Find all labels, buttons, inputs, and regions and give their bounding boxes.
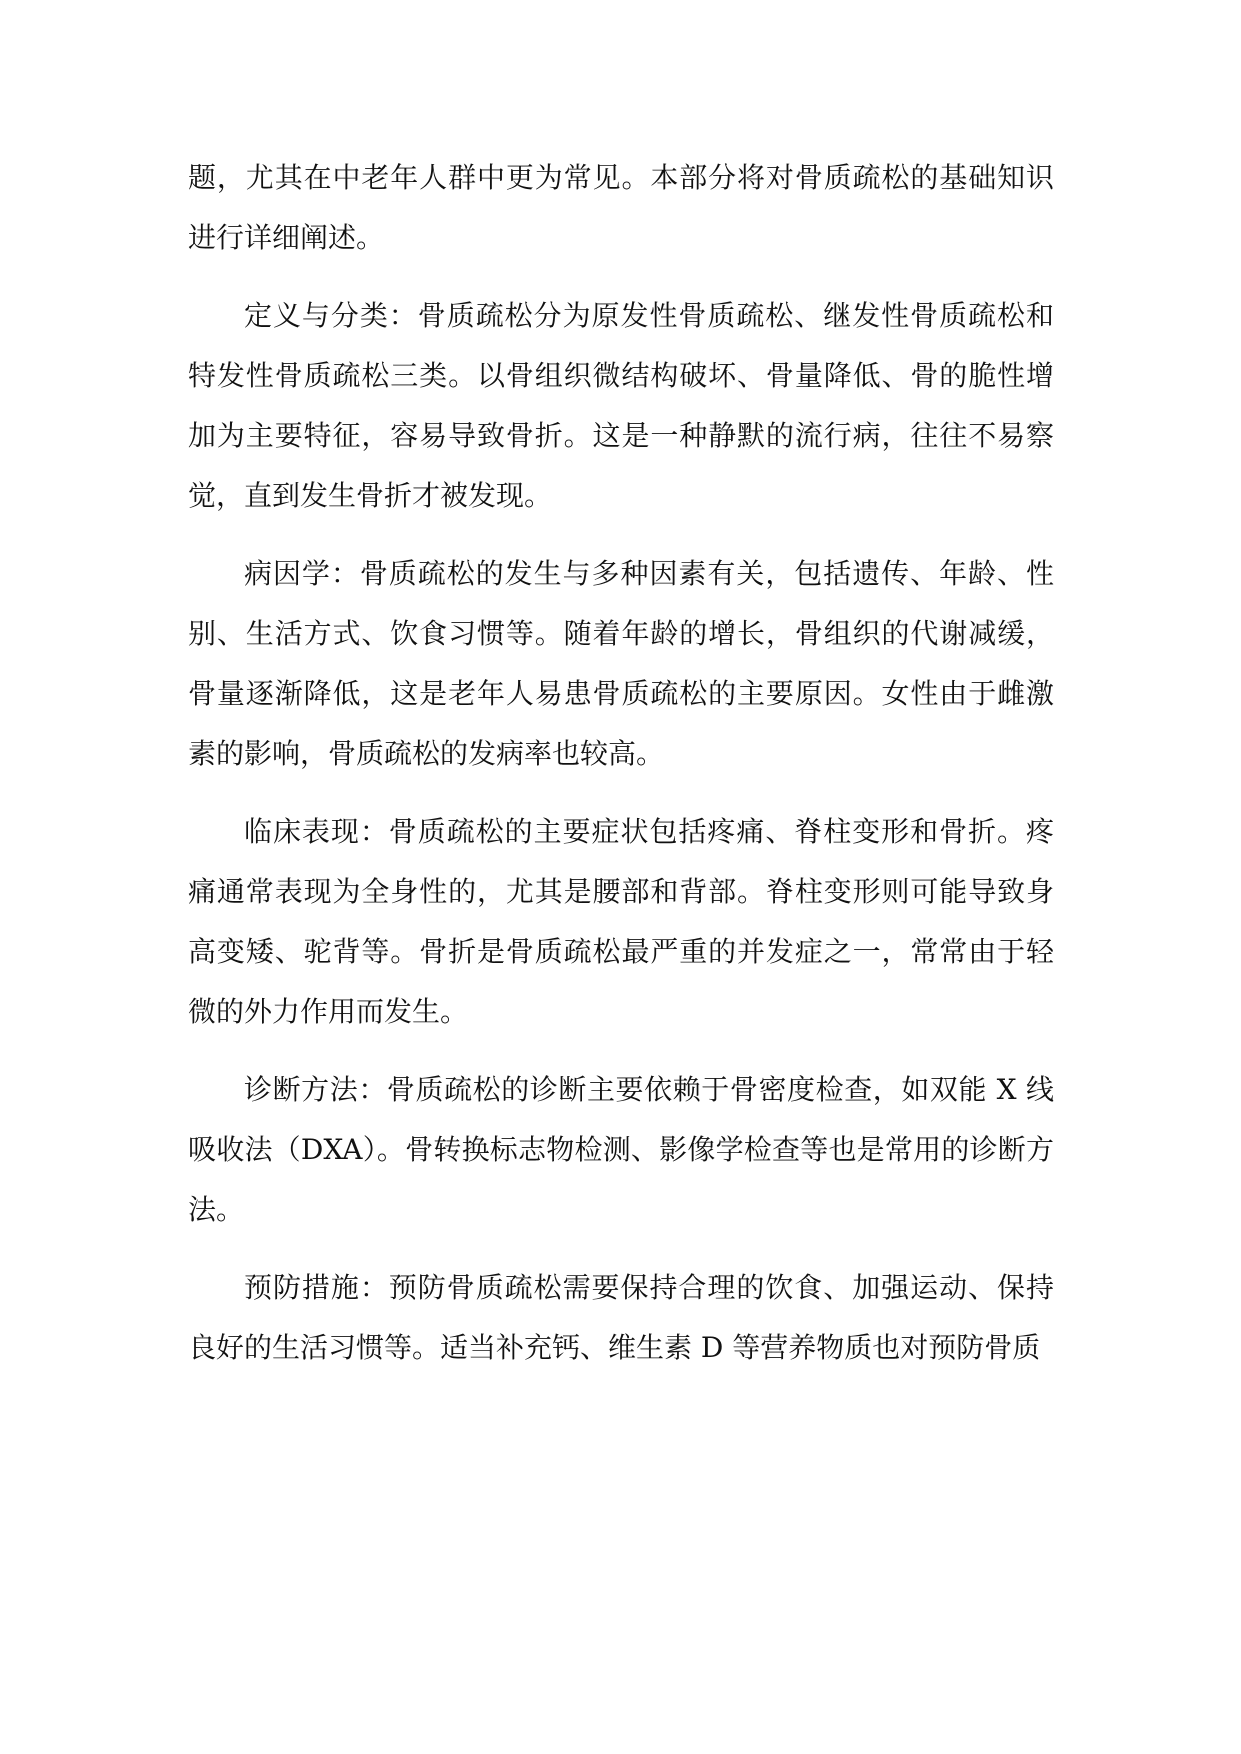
paragraph-definition-classification: 定义与分类：骨质疏松分为原发性骨质疏松、继发性骨质疏松和特发性骨质疏松三类。以骨组织微结构破坏、骨量降低、骨的脆性增加为主要特征，容易导致骨折。这是一种静默的流行病，往往不易察觉，直到发生骨折才被发现。: [188, 299, 1054, 512]
document-body: [188, 148, 1054, 1396]
paragraph-etiology: 病因学：骨质疏松的发生与多种因素有关，包括遗传、年龄、性别、生活方式、饮食习惯等。随着年龄的增长，骨组织的代谢减缓，骨量逐渐降低，这是老年人易患骨质疏松的主要原因。女性由于雌激素的影响，骨质疏松的发病率也较高。: [188, 557, 1054, 770]
paragraph-clinical-manifestations: 临床表现：骨质疏松的主要症状包括疼痛、脊柱变形和骨折。疼痛通常表现为全身性的，尤其是腰部和背部。脊柱变形则可能导致身高变矮、驼背等。骨折是骨质疏松最严重的并发症之一，常常由于轻微的外力作用而发生。: [188, 815, 1054, 1028]
paragraph-continuation: 题，尤其在中老年人群中更为常见。本部分将对骨质疏松的基础知识进行详细阐述。: [188, 161, 1054, 254]
paragraph-diagnosis: 诊断方法：骨质疏松的诊断主要依赖于骨密度检查，如双能 X 线吸收法（DXA）。骨转换标志物检测、影像学检查等也是常用的诊断方法。: [188, 1073, 1054, 1226]
paragraph-prevention: 预防措施：预防骨质疏松需要保持合理的饮食、加强运动、保持良好的生活习惯等。适当补充钙、维生素 D 等营养物质也对预防骨质: [188, 1271, 1054, 1364]
